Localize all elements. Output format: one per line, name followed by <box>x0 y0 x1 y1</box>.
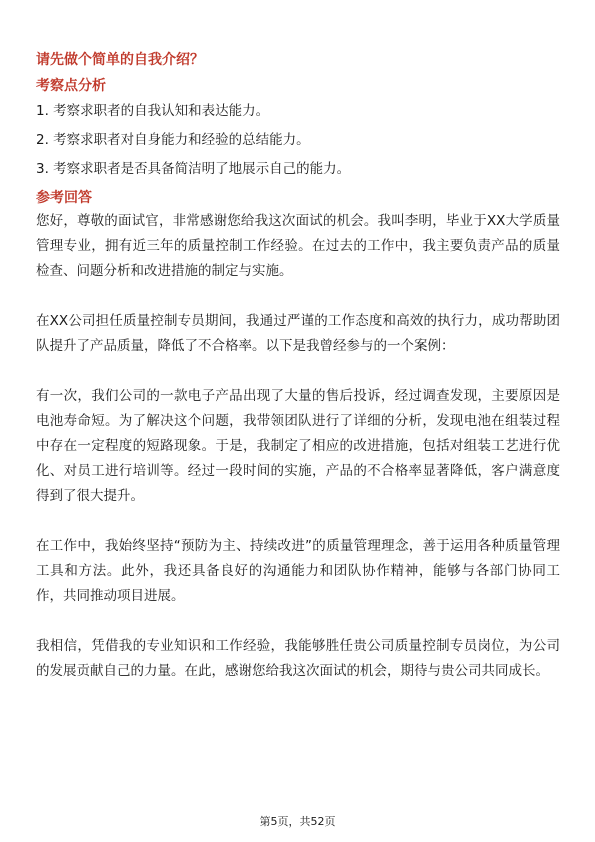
analysis-point-list <box>36 100 560 181</box>
answer-body <box>36 209 560 684</box>
analysis-point: 1. 考察求职者的自我认知和表达能力。 <box>36 103 270 119</box>
answer-paragraph: 在XX公司担任质量控制专员期间，我通过严谨的工作态度和高效的执行力，成功帮助团队提升了产品质量，降低了不合格率。以下是我曾经参与的一个案例： <box>36 313 560 354</box>
answer-paragraph: 我相信，凭借我的专业知识和工作经验，我能够胜任贵公司质量控制专员岗位，为公司的发展贡献自己的力量。在此，感谢您给我这次面试的机会，期待与贵公司共同成长。 <box>36 638 560 679</box>
page-number: 第5页，共52页 <box>259 815 336 828</box>
analysis-point: 3. 考察求职者是否具备简洁明了地展示自己的能力。 <box>36 161 351 177</box>
analysis-heading: 考察点分析 <box>36 78 106 94</box>
answer-paragraph: 有一次，我们公司的一款电子产品出现了大量的售后投诉，经过调查发现，主要原因是电池寿命短。为了解决这个问题，我带领团队进行了详细的分析，发现电池在组装过程中存在一定程度的短路现象。于是，我制定了相应的改进措施，包括对组装工艺进行优化、对员工进行培训等。经过一段时间的实施，产品的不合格率显著降低，客户满意度得到了很大提升。 <box>36 388 560 504</box>
analysis-point: 2. 考察求职者对自身能力和经验的总结能力。 <box>36 132 310 148</box>
answer-paragraph: 在工作中，我始终坚持“预防为主、持续改进”的质量管理理念，善于运用各种质量管理工具和方法。此外，我还具备良好的沟通能力和团队协作精神，能够与各部门协同工作，共同推动项目进展。 <box>36 538 560 604</box>
question-title: 请先做个简单的自我介绍？ <box>36 52 204 68</box>
answer-paragraph: 您好，尊敬的面试官，非常感谢您给我这次面试的机会。我叫李明，毕业于XX大学质量管理专业，拥有近三年的质量控制工作经验。在过去的工作中，我主要负责产品的质量检查、问题分析和改进措施的制定与实施。 <box>36 213 560 279</box>
document-body <box>36 49 560 684</box>
answer-heading: 参考回答 <box>36 190 92 206</box>
